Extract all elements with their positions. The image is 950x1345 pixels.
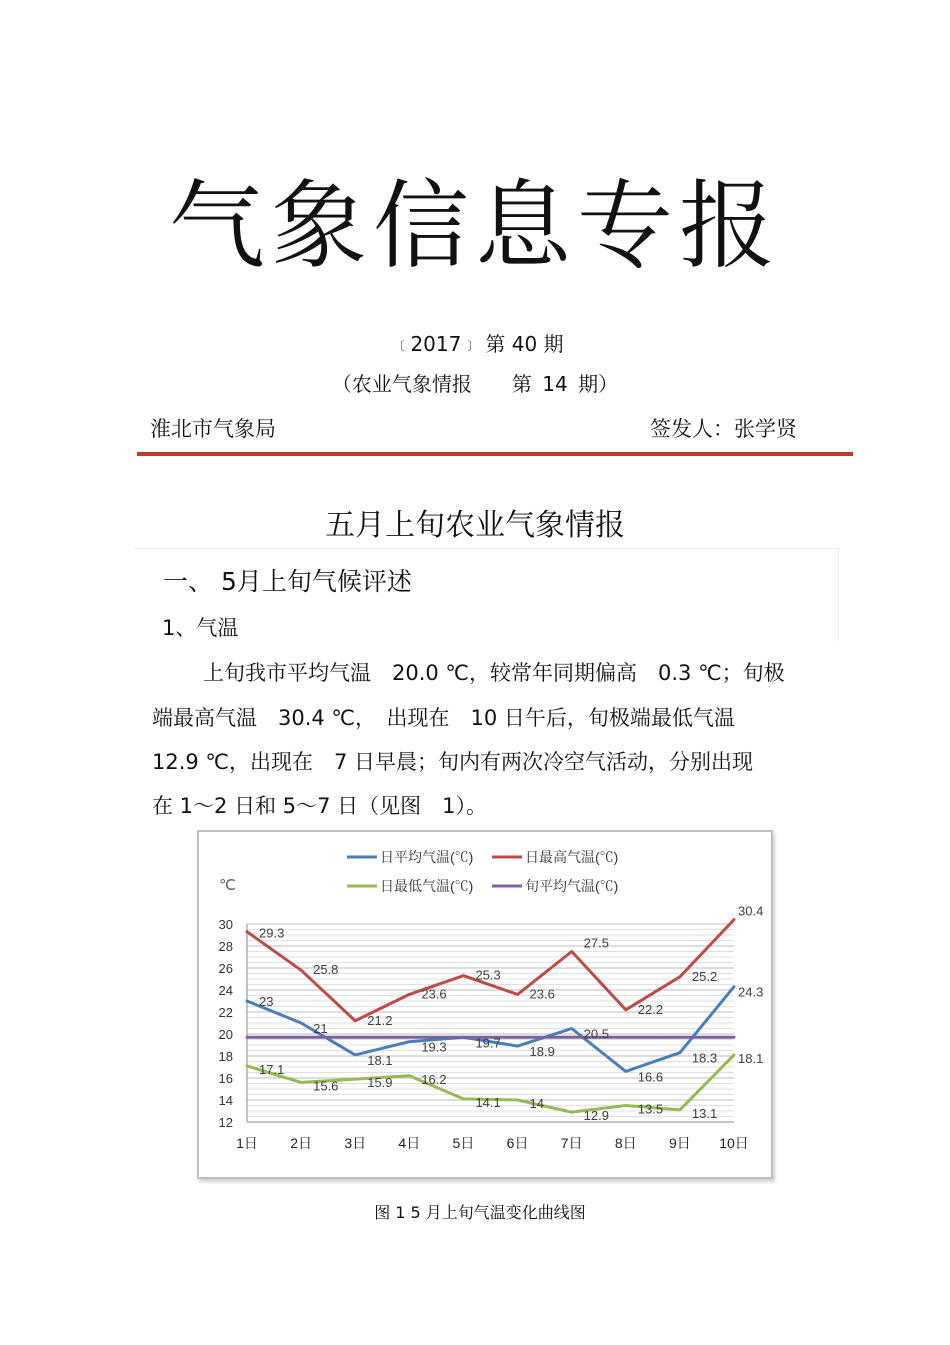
data-label: 18.9: [529, 1044, 555, 1060]
data-label: 12.9: [583, 1108, 609, 1124]
data-label: 25.2: [691, 968, 718, 984]
legend-label: 日最低气温(℃): [380, 878, 474, 894]
data-label: 15.6: [313, 1078, 339, 1094]
data-label: 13.1: [691, 1105, 718, 1121]
data-label: 14.1: [475, 1094, 501, 1110]
issue-bracket-right: 〕: [467, 339, 480, 353]
figure-caption: 图 1 5 月上旬气温变化曲线图: [374, 1203, 586, 1222]
y-tick-label: 26: [218, 961, 233, 976]
temperature-chart: [197, 830, 773, 1179]
data-label: 22.2: [637, 1001, 664, 1017]
data-label: 23.6: [529, 986, 555, 1002]
data-label: 21: [313, 1021, 328, 1036]
data-label: 16.2: [421, 1071, 447, 1087]
y-tick-label: 14: [218, 1093, 233, 1108]
paragraph-line-4: 在 1～2 日和 5～7 日（见图 1）。: [152, 794, 488, 818]
data-label: 19.3: [421, 1039, 447, 1055]
legend-label: 旬平均气温(℃): [525, 878, 619, 894]
data-label: 23: [259, 994, 274, 1009]
issue-bracket-left: 〔: [392, 339, 405, 353]
data-label: 27.5: [583, 935, 609, 951]
x-tick-label: 10日: [719, 1135, 749, 1151]
x-tick-label: 2日: [290, 1135, 313, 1151]
x-tick-label: 9日: [668, 1135, 691, 1151]
red-divider: [137, 452, 853, 456]
x-tick-label: 7日: [560, 1135, 583, 1151]
y-tick-label: 18: [218, 1049, 233, 1064]
data-label: 13.5: [637, 1101, 664, 1117]
section-heading: 一、 5月上旬气候评述: [163, 567, 412, 596]
y-tick-label: 12: [218, 1115, 233, 1130]
x-tick-label: 5日: [452, 1135, 475, 1151]
signer: 签发人：张学贤: [650, 417, 797, 441]
y-tick-label: 20: [218, 1027, 233, 1042]
sub-heading: 1、气温: [162, 616, 239, 640]
data-label: 16.6: [637, 1069, 664, 1085]
data-label: 18.1: [738, 1050, 764, 1066]
data-label: 14: [529, 1096, 545, 1111]
main-title: 气象信息专报: [169, 170, 781, 282]
y-tick-label: 30: [218, 917, 233, 932]
data-label: 25.3: [475, 967, 501, 983]
data-label: 19.7: [475, 1035, 501, 1051]
legend-label: 日平均气温(℃): [380, 849, 474, 865]
data-label: 23.6: [421, 986, 447, 1002]
data-label: 29.3: [259, 925, 285, 941]
data-label: 24.3: [738, 984, 764, 1000]
chart-canvas: [199, 832, 771, 1177]
sub-issue-line: [0, 368, 950, 397]
data-label: 21.2: [367, 1012, 393, 1028]
data-label: 20.5: [583, 1026, 609, 1042]
data-label: 15.9: [367, 1075, 393, 1091]
sub-issue-left: （农业气象情报: [331, 372, 472, 396]
y-tick-label: 24: [218, 983, 233, 998]
issue-line: [0, 328, 950, 357]
x-tick-label: 3日: [344, 1135, 367, 1151]
data-label: 17.1: [259, 1061, 285, 1077]
y-tick-label: 22: [218, 1005, 233, 1020]
x-tick-label: 8日: [614, 1135, 637, 1151]
legend-label: 日最高气温(℃): [525, 849, 619, 865]
issue-number: 第 40 期: [485, 332, 564, 356]
paragraph-line-2: 端最高气温 30.4 ℃， 出现在 10 日午后，旬极端最低气温: [152, 706, 735, 730]
x-tick-label: 6日: [506, 1135, 529, 1151]
sub-issue-right: 第 14 期）: [511, 372, 619, 396]
data-label: 18.1: [367, 1052, 393, 1068]
report-title: 五月上旬农业气象情报: [325, 508, 625, 543]
x-tick-label: 4日: [398, 1135, 421, 1151]
paragraph-line-3: 12.9 ℃，出现在 7 日早晨；旬内有两次冷空气活动，分别出现: [152, 750, 754, 774]
y-tick-label: 28: [218, 939, 233, 954]
issuer: 淮北市气象局: [150, 417, 276, 441]
issue-year: 2017: [410, 332, 462, 356]
data-label: 25.8: [313, 962, 339, 978]
data-label: 30.4: [738, 903, 764, 919]
x-tick-label: 1日: [236, 1135, 258, 1151]
paragraph-line-1: 上旬我市平均气温 20.0 ℃，较常年同期偏高 0.3 ℃；旬极: [203, 661, 785, 685]
data-label: 18.3: [691, 1050, 718, 1066]
y-unit-label: ℃: [219, 877, 236, 894]
y-tick-label: 16: [218, 1071, 233, 1086]
